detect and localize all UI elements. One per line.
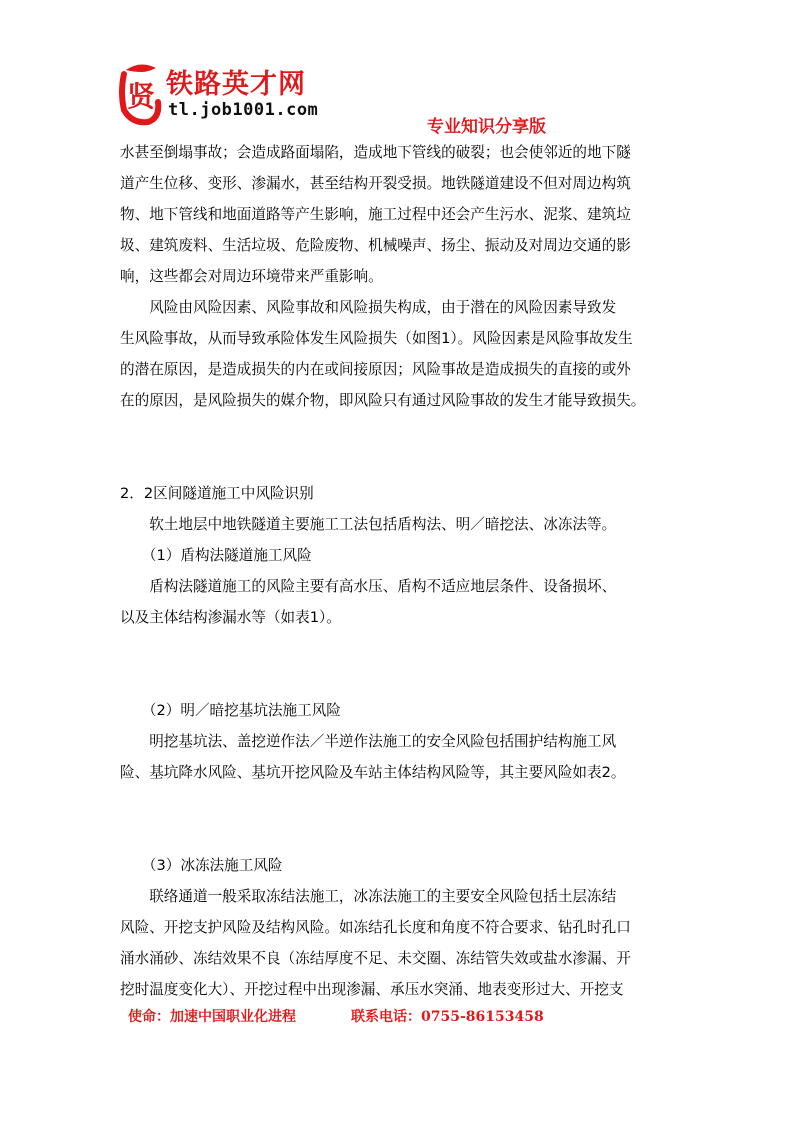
text-line: 涌水涌砂、冻结效果不良（冻结厚度不足、未交圈、冻结管失效或盐水渗漏、开 bbox=[120, 950, 631, 967]
text-line: 的潜在原因，是造成损失的内在或间接原因；风险事故是造成损失的直接的或外 bbox=[120, 361, 631, 378]
blank-line bbox=[120, 788, 680, 819]
logo-glyph: 贤 bbox=[126, 80, 156, 113]
text-line: 挖时温度变化大）、开挖过程中出现渗漏、承压水突涌、地表变形过大、开挖支 bbox=[120, 981, 624, 998]
text-line: 2．2区间隧道施工中风险识别 bbox=[120, 485, 314, 502]
site-logo[interactable] bbox=[118, 62, 348, 132]
edition-label: 专业知识分享版 bbox=[427, 117, 546, 137]
blank-line bbox=[120, 633, 680, 664]
text-line: （3）冰冻法施工风险 bbox=[120, 857, 283, 874]
blank-line bbox=[120, 664, 680, 695]
logo-mark-icon bbox=[118, 62, 164, 128]
blank-line bbox=[120, 416, 680, 447]
page-footer bbox=[0, 1006, 794, 1026]
text-line: 道产生位移、变形、渗漏水，甚至结构开裂受损。地铁隧道建设不但对周边构筑 bbox=[120, 175, 631, 192]
text-line: 险、基坑降水风险、基坑开挖风险及车站主体结构风险等，其主要风险如表2。 bbox=[120, 764, 626, 781]
text-line: 圾、建筑废料、生活垃圾、危险废物、机械噪声、扬尘、振动及对周边交通的影 bbox=[120, 237, 631, 254]
text-line: 水甚至倒塌事故；会造成路面塌陷，造成地下管线的破裂；也会使邻近的地下隧 bbox=[120, 144, 631, 161]
text-line: 风险由风险因素、风险事故和风险损失构成，由于潜在的风险因素导致发 bbox=[120, 299, 617, 316]
text-line: 盾构法隧道施工的风险主要有高水压、盾构不适应地层条件、设备损坏、 bbox=[120, 578, 617, 595]
text-line: 风险、开挖支护风险及结构风险。如冻结孔长度和角度不符合要求、钻孔时孔口 bbox=[120, 919, 631, 936]
text-line: 软土地层中地铁隧道主要施工工法包括盾构法、明／暗挖法、冰冻法等。 bbox=[120, 516, 617, 533]
text-line: 以及主体结构渗漏水等（如表1）。 bbox=[120, 609, 341, 626]
text-line: 物、地下管线和地面道路等产生影响，施工过程中还会产生污水、泥浆、建筑垃 bbox=[120, 206, 631, 223]
footer-mission: 使命：加速中国职业化进程 bbox=[128, 1009, 296, 1025]
text-line: 联络通道一般采取冻结法施工，冰冻法施工的主要安全风险包括土层冻结 bbox=[120, 888, 617, 905]
text-line: 响，这些都会对周边环境带来严重影响。 bbox=[120, 268, 383, 285]
footer-phone: 联系电话：0755-86153458 bbox=[351, 1009, 544, 1025]
text-line: （2）明／暗挖基坑法施工风险 bbox=[120, 702, 341, 719]
document-body bbox=[120, 137, 680, 1005]
text-line: 在的原因，是风险损失的媒介物，即风险只有通过风险事故的发生才能导致损失。 bbox=[120, 392, 646, 409]
logo-url[interactable]: tl.job1001.com bbox=[168, 100, 319, 120]
text-line: （1）盾构法隧道施工风险 bbox=[120, 547, 312, 564]
blank-line bbox=[120, 447, 680, 478]
text-line: 明挖基坑法、盖挖逆作法／半逆作法施工的安全风险包括围护结构施工风 bbox=[120, 733, 617, 750]
logo-title: 铁路英才网 bbox=[166, 69, 306, 100]
text-line: 生风险事故，从而导致承险体发生风险损失（如图1）。风险因素是风险事故发生 bbox=[120, 330, 633, 347]
blank-line bbox=[120, 819, 680, 850]
